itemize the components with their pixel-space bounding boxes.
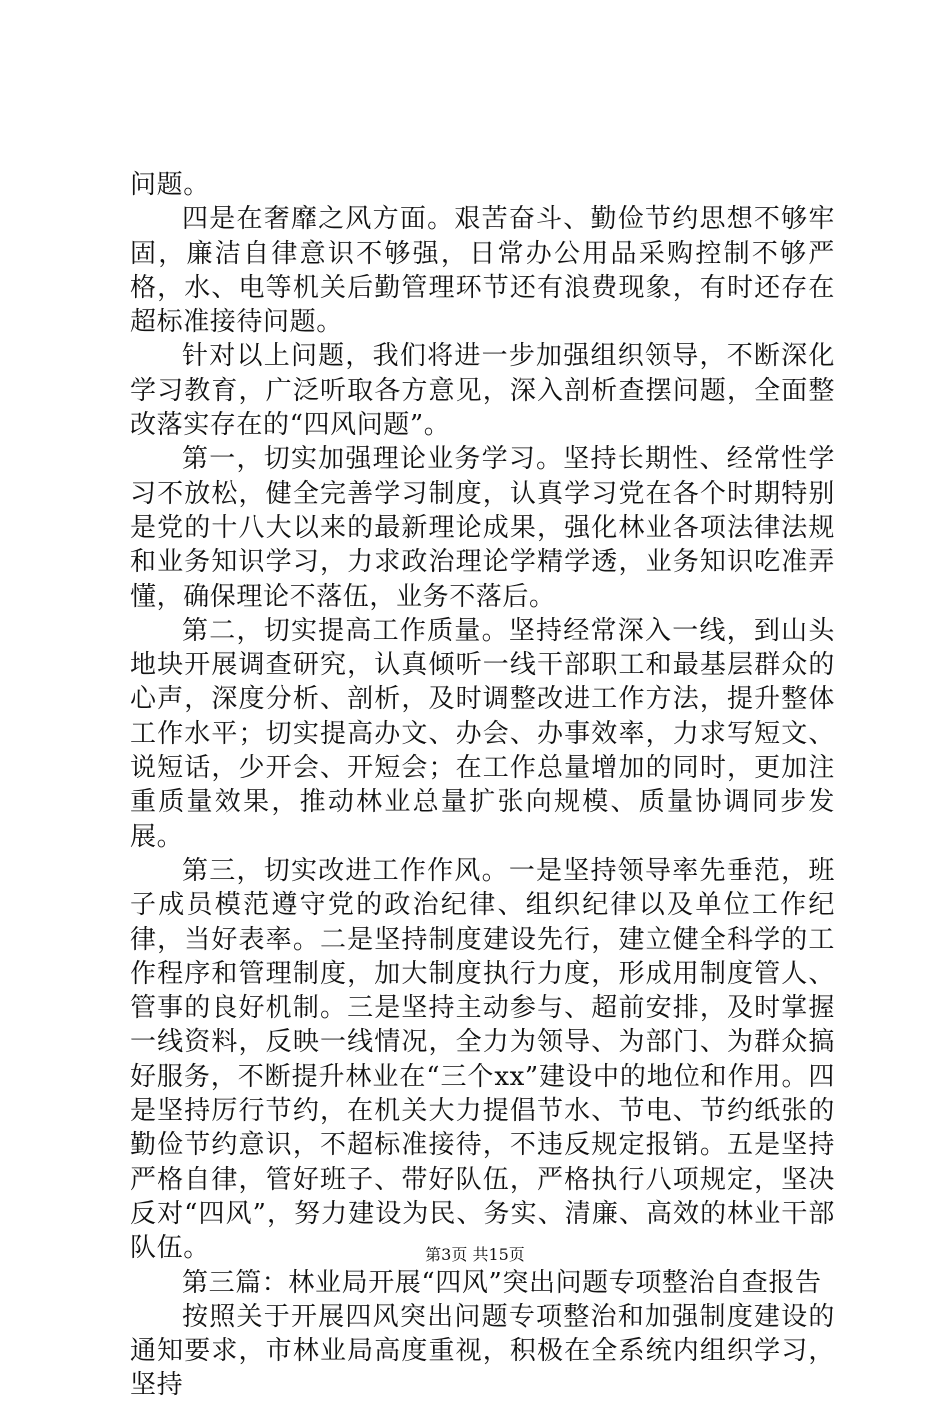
section-heading-part-three: 第三篇：林业局开展“四风”突出问题专项整治自查报告 [182, 1267, 822, 1298]
paragraph-second-measure: 第二，切实提高工作质量。坚持经常深入一线，到山头地块开展调查研究，认真倾听一线干部职工和最基层群众的心声，深度分析、剖析，及时调整改进工作方法，提升整体工作水平；切实提高办文、办会、办事效率，力求写短文、说短话，少开会、开短会；在工作总量增加的同时，更加注重质量效果，推动林业总量扩张向规模、质量协调同步发展。 [130, 615, 835, 852]
paragraph-first-measure: 第一，切实加强理论业务学习。坚持长期性、经常性学习不放松，健全完善学习制度，认真学习党在各个时期特别是党的十八大以来的最新理论成果，强化林业各项法律法规和业务知识学习，力求政治理论学精学透，业务知识吃准弄懂，确保理论不落伍，业务不落后。 [130, 444, 835, 612]
page-number-label: 第3页 共15页 [425, 1245, 525, 1264]
document-body [130, 168, 835, 1403]
paragraph-third-measure: 第三，切实改进工作作风。一是坚持领导率先垂范，班子成员模范遵守党的政治纪律、组织纪律以及单位工作纪律，当好表率。二是坚持制度建设先行，建立健全科学的工作程序和管理制度，加大制度执行力度，形成用制度管人、管事的良好机制。三是坚持主动参与、超前安排，及时掌握一线资料，反映一线情况，全力为领导、为部门、为群众搞好服务，不断提升林业在“三个xx”建设中的地位和作用。四是坚持厉行节约，在机关大力提倡节水、节电、节约纸张的勤俭节约意识，不超标准接待，不违反规定报销。五是坚持严格自律，管好班子、带好队伍，严格执行八项规定，坚决反对“四风”，努力建设为民、务实、清廉、高效的林业干部队伍。 [130, 855, 835, 1264]
paragraph-rectification-intro: 针对以上问题，我们将进一步加强组织领导，不断深化学习教育，广泛听取各方意见，深入剖析查摆问题，全面整改落实存在的“四风问题”。 [130, 341, 835, 441]
page-footer [0, 1245, 950, 1265]
paragraph-extravagance: 四是在奢靡之风方面。艰苦奋斗、勤俭节约思想不够牢固，廉洁自律意识不够强，日常办公用品采购控制不够严格，水、电等机关后勤管理环节还有浪费现象，有时还存在超标准接待问题。 [130, 204, 835, 338]
paragraph-self-inspection: 按照关于开展四风突出问题专项整治和加强制度建设的通知要求，市林业局高度重视，积极在全系统内组织学习，坚持 [130, 1301, 835, 1401]
paragraph-continuation: 问题。 [130, 170, 210, 200]
